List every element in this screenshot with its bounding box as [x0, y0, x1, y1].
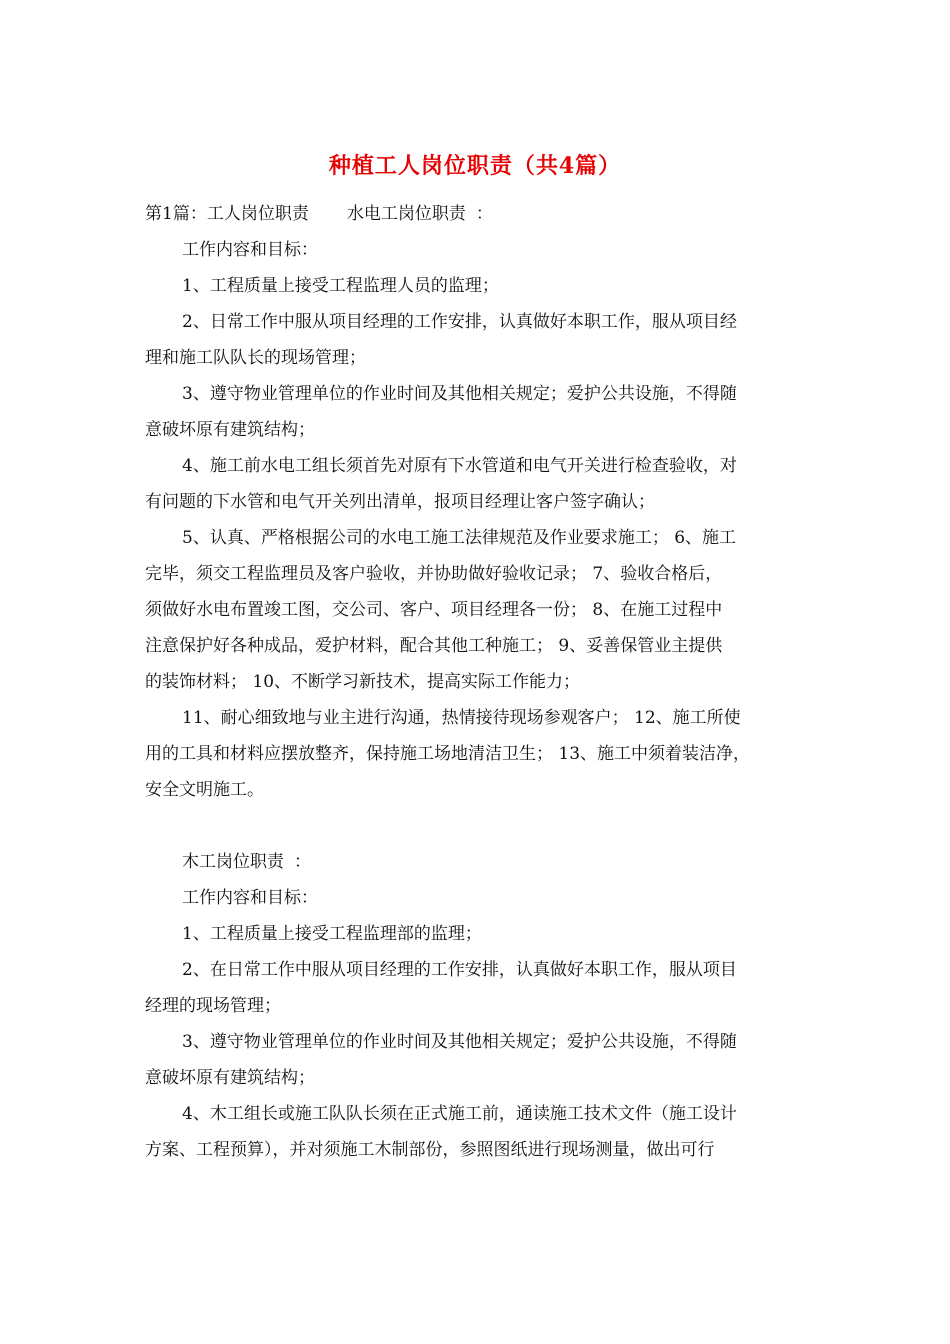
paragraph-line: 经理的现场管理；: [145, 996, 281, 1016]
document-body: [145, 196, 825, 1168]
paragraph-line: 11、耐心细致地与业主进行沟通，热情接待现场参观客户； 12、施工所使: [182, 708, 741, 728]
paragraph-line: 须做好水电布置竣工图，交公司、客户、项目经理各一份； 8、在施工过程中: [145, 600, 723, 620]
paragraph-line: 方案、工程预算），并对须施工木制部份，参照图纸进行现场测量，做出可行: [145, 1140, 715, 1160]
paragraph-line: 4、木工组长或施工队队长须在正式施工前，通读施工技术文件（施工设计: [182, 1104, 737, 1124]
paragraph-line: 意破坏原有建筑结构；: [145, 1068, 315, 1088]
paragraph-line: 1、工程质量上接受工程监理人员的监理；: [182, 276, 499, 296]
section2-title: 木工岗位职责: [182, 852, 284, 872]
paragraph-line: 完毕，须交工程监理员及客户验收，并协助做好验收记录； 7、验收合格后，: [145, 564, 723, 584]
paragraph-line: 3、遵守物业管理单位的作业时间及其他相关规定；爱护公共设施，不得随: [182, 384, 737, 404]
header-part-a: 第1篇：工人岗位职责: [145, 204, 309, 224]
section2-title-suffix: ：: [294, 852, 311, 872]
header-part-c: ：: [475, 204, 493, 224]
paragraph-line: 意破坏原有建筑结构；: [145, 420, 315, 440]
section2-title-line: [145, 844, 825, 880]
paragraph-line: 3、遵守物业管理单位的作业时间及其他相关规定；爱护公共设施，不得随: [182, 1032, 737, 1052]
paragraph-line: 的装饰材料； 10、不断学习新技术，提高实际工作能力；: [145, 672, 581, 692]
paragraph-line: 安全文明施工。: [145, 780, 264, 800]
paragraph-line: 2、在日常工作中服从项目经理的工作安排，认真做好本职工作，服从项目: [182, 960, 737, 980]
paragraph-line: 1、工程质量上接受工程监理部的监理；: [182, 924, 482, 944]
paragraph-line: 4、施工前水电工组长须首先对原有下水管道和电气开关进行检查验收，对: [182, 456, 737, 476]
document-title: 种植工人岗位职责（共4篇）: [328, 153, 622, 179]
paragraph-line: 5、认真、严格根据公司的水电工施工法律规范及作业要求施工； 6、施工: [182, 528, 737, 548]
paragraph-line: 有问题的下水管和电气开关列出清单，报项目经理让客户签字确认；: [145, 492, 655, 512]
paragraph-line: 理和施工队队长的现场管理；: [145, 348, 366, 368]
paragraph-line: 2、日常工作中服从项目经理的工作安排，认真做好本职工作，服从项目经: [182, 312, 737, 332]
section-gap: [145, 808, 825, 844]
section1-heading: 工作内容和目标：: [182, 240, 318, 260]
header-line: [145, 196, 825, 232]
paragraph-line: 用的工具和材料应摆放整齐，保持施工场地清洁卫生； 13、施工中须着装洁净，: [145, 744, 751, 764]
header-part-b: 水电工岗位职责: [346, 204, 466, 224]
section2-heading: 工作内容和目标：: [182, 888, 318, 908]
paragraph-line: 注意保护好各种成品，爱护材料，配合其他工种施工； 9、妥善保管业主提供: [145, 636, 723, 656]
